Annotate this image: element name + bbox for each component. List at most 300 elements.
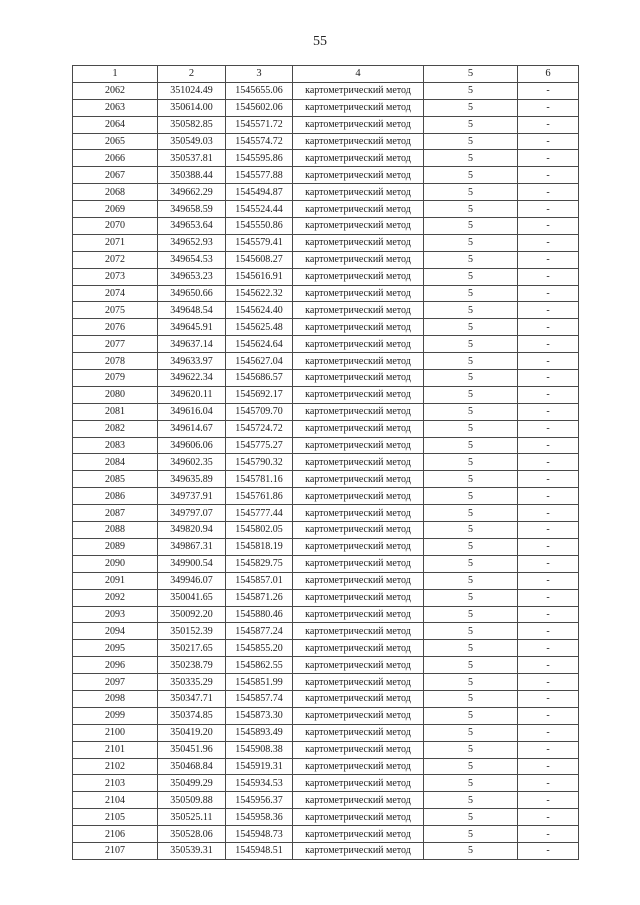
table-cell: 2107 xyxy=(73,842,158,859)
table-cell: 2065 xyxy=(73,133,158,150)
table-cell: 350152.39 xyxy=(158,623,226,640)
table-cell: картометрический метод xyxy=(293,251,424,268)
table-cell: 5 xyxy=(424,454,518,471)
table-body xyxy=(73,82,579,859)
table-cell: 5 xyxy=(424,657,518,674)
table-row xyxy=(73,201,579,218)
table-cell: 5 xyxy=(424,538,518,555)
table-cell: 350419.20 xyxy=(158,724,226,741)
table-cell: картометрический метод xyxy=(293,555,424,572)
table-cell: 349645.91 xyxy=(158,319,226,336)
table-row xyxy=(73,657,579,674)
table-cell: 349820.94 xyxy=(158,522,226,539)
table-cell: 1545857.01 xyxy=(226,572,293,589)
table-cell: 2086 xyxy=(73,488,158,505)
table-cell: 5 xyxy=(424,758,518,775)
table-cell: картометрический метод xyxy=(293,724,424,741)
table-cell: 1545880.46 xyxy=(226,606,293,623)
table-cell: 1545948.51 xyxy=(226,842,293,859)
table-cell: 5 xyxy=(424,674,518,691)
table-cell: 1545608.27 xyxy=(226,251,293,268)
table-cell: 5 xyxy=(424,555,518,572)
table-cell: 349653.23 xyxy=(158,268,226,285)
table-cell: 350347.71 xyxy=(158,690,226,707)
table-cell: - xyxy=(518,234,579,251)
table-cell: 1545616.91 xyxy=(226,268,293,285)
table-cell: 2068 xyxy=(73,184,158,201)
table-row xyxy=(73,842,579,859)
table-cell: - xyxy=(518,842,579,859)
table-cell: 2095 xyxy=(73,640,158,657)
table-cell: 1545818.19 xyxy=(226,538,293,555)
table-cell: 350238.79 xyxy=(158,657,226,674)
table-cell: 349797.07 xyxy=(158,505,226,522)
table-row xyxy=(73,707,579,724)
table-cell: - xyxy=(518,572,579,589)
table-cell: картометрический метод xyxy=(293,606,424,623)
table-cell: 1545577.88 xyxy=(226,167,293,184)
table-cell: картометрический метод xyxy=(293,623,424,640)
table-row xyxy=(73,606,579,623)
table-cell: 2081 xyxy=(73,403,158,420)
table-cell: 350549.03 xyxy=(158,133,226,150)
column-header: 6 xyxy=(518,66,579,83)
table-cell: 350217.65 xyxy=(158,640,226,657)
table-cell: 349637.14 xyxy=(158,336,226,353)
table-cell: 5 xyxy=(424,99,518,116)
table-cell: - xyxy=(518,505,579,522)
table-cell: 1545524.44 xyxy=(226,201,293,218)
table-row xyxy=(73,522,579,539)
column-header: 4 xyxy=(293,66,424,83)
table-cell: 1545829.75 xyxy=(226,555,293,572)
table-cell: - xyxy=(518,133,579,150)
table-cell: 5 xyxy=(424,201,518,218)
table-cell: 1545579.41 xyxy=(226,234,293,251)
table-cell: 5 xyxy=(424,302,518,319)
table-row xyxy=(73,809,579,826)
table-cell: 5 xyxy=(424,268,518,285)
table-cell: 1545790.32 xyxy=(226,454,293,471)
table-cell: 2088 xyxy=(73,522,158,539)
table-row xyxy=(73,572,579,589)
table-cell: 2069 xyxy=(73,201,158,218)
table-cell: 1545958.36 xyxy=(226,809,293,826)
table-cell: 2066 xyxy=(73,150,158,167)
table-cell: 350499.29 xyxy=(158,775,226,792)
table-cell: 2067 xyxy=(73,167,158,184)
table-cell: 5 xyxy=(424,589,518,606)
table-cell: - xyxy=(518,370,579,387)
table-row xyxy=(73,285,579,302)
table-cell: картометрический метод xyxy=(293,522,424,539)
table-cell: - xyxy=(518,386,579,403)
table-cell: картометрический метод xyxy=(293,758,424,775)
table-cell: 349620.11 xyxy=(158,386,226,403)
table-cell: 2083 xyxy=(73,437,158,454)
table-row xyxy=(73,218,579,235)
table-cell: 2103 xyxy=(73,775,158,792)
table-row xyxy=(73,589,579,606)
table-row xyxy=(73,167,579,184)
table-cell: - xyxy=(518,99,579,116)
table-cell: 2080 xyxy=(73,386,158,403)
table-cell: 349946.07 xyxy=(158,572,226,589)
table-cell: 1545934.53 xyxy=(226,775,293,792)
table-cell: 5 xyxy=(424,809,518,826)
table-cell: 5 xyxy=(424,640,518,657)
table-cell: - xyxy=(518,302,579,319)
table-cell: - xyxy=(518,251,579,268)
table-row xyxy=(73,99,579,116)
table-cell: 350525.11 xyxy=(158,809,226,826)
table-cell: 1545877.24 xyxy=(226,623,293,640)
table-cell: 1545627.04 xyxy=(226,353,293,370)
table-cell: 349614.67 xyxy=(158,420,226,437)
table-cell: 5 xyxy=(424,741,518,758)
table-cell: - xyxy=(518,538,579,555)
table-cell: картометрический метод xyxy=(293,488,424,505)
table-cell: 5 xyxy=(424,826,518,843)
table-cell: картометрический метод xyxy=(293,302,424,319)
table-cell: картометрический метод xyxy=(293,505,424,522)
table-row xyxy=(73,775,579,792)
table-cell: 5 xyxy=(424,842,518,859)
table-cell: картометрический метод xyxy=(293,589,424,606)
table-cell: 2098 xyxy=(73,690,158,707)
table-cell: 2071 xyxy=(73,234,158,251)
table-cell: 349633.97 xyxy=(158,353,226,370)
table-cell: - xyxy=(518,724,579,741)
table-cell: 5 xyxy=(424,133,518,150)
table-cell: 2102 xyxy=(73,758,158,775)
table-cell: 1545802.05 xyxy=(226,522,293,539)
table-cell: - xyxy=(518,420,579,437)
table-cell: 2087 xyxy=(73,505,158,522)
table-cell: 5 xyxy=(424,420,518,437)
table-cell: 1545871.26 xyxy=(226,589,293,606)
table-row xyxy=(73,623,579,640)
table-cell: 1545494.87 xyxy=(226,184,293,201)
table-cell: - xyxy=(518,150,579,167)
table-cell: 2091 xyxy=(73,572,158,589)
table-cell: - xyxy=(518,437,579,454)
table-cell: 1545855.20 xyxy=(226,640,293,657)
table-row xyxy=(73,758,579,775)
table-row xyxy=(73,555,579,572)
table-cell: картометрический метод xyxy=(293,775,424,792)
table-row xyxy=(73,471,579,488)
table-cell: 349737.91 xyxy=(158,488,226,505)
table-cell: 1545777.44 xyxy=(226,505,293,522)
table-cell: 2063 xyxy=(73,99,158,116)
table-cell: - xyxy=(518,690,579,707)
table-cell: картометрический метод xyxy=(293,285,424,302)
table-cell: - xyxy=(518,707,579,724)
table-cell: картометрический метод xyxy=(293,707,424,724)
table-row xyxy=(73,353,579,370)
table-cell: 1545851.99 xyxy=(226,674,293,691)
table-cell: 2090 xyxy=(73,555,158,572)
table-cell: 349867.31 xyxy=(158,538,226,555)
table-cell: 350614.00 xyxy=(158,99,226,116)
table-row xyxy=(73,420,579,437)
table-cell: 2089 xyxy=(73,538,158,555)
table-row xyxy=(73,302,579,319)
table-row xyxy=(73,150,579,167)
table-cell: 349653.64 xyxy=(158,218,226,235)
table-cell: 350582.85 xyxy=(158,116,226,133)
table-cell: 5 xyxy=(424,353,518,370)
table-cell: картометрический метод xyxy=(293,353,424,370)
table-cell: 1545862.55 xyxy=(226,657,293,674)
table-cell: - xyxy=(518,82,579,99)
table-cell: 5 xyxy=(424,370,518,387)
table-cell: 1545948.73 xyxy=(226,826,293,843)
table-cell: 349602.35 xyxy=(158,454,226,471)
table-row xyxy=(73,741,579,758)
table-cell: 1545571.72 xyxy=(226,116,293,133)
table-cell: картометрический метод xyxy=(293,336,424,353)
table-cell: - xyxy=(518,555,579,572)
table-cell: 2094 xyxy=(73,623,158,640)
table-cell: картометрический метод xyxy=(293,201,424,218)
table-cell: - xyxy=(518,775,579,792)
table-cell: 5 xyxy=(424,606,518,623)
table-cell: - xyxy=(518,454,579,471)
table-cell: 350451.96 xyxy=(158,741,226,758)
table-cell: 350537.81 xyxy=(158,150,226,167)
table-cell: картометрический метод xyxy=(293,133,424,150)
table-cell: 1545919.31 xyxy=(226,758,293,775)
table-cell: 350468.84 xyxy=(158,758,226,775)
table-cell: - xyxy=(518,589,579,606)
table-cell: картометрический метод xyxy=(293,842,424,859)
table-cell: 2070 xyxy=(73,218,158,235)
table-cell: картометрический метод xyxy=(293,184,424,201)
table-cell: 2074 xyxy=(73,285,158,302)
table-cell: картометрический метод xyxy=(293,167,424,184)
table-cell: картометрический метод xyxy=(293,386,424,403)
table-cell: - xyxy=(518,640,579,657)
table-cell: картометрический метод xyxy=(293,319,424,336)
table-cell: 5 xyxy=(424,150,518,167)
table-row xyxy=(73,133,579,150)
table-row xyxy=(73,640,579,657)
table-cell: 2082 xyxy=(73,420,158,437)
table-cell: 350528.06 xyxy=(158,826,226,843)
table-cell: 349650.66 xyxy=(158,285,226,302)
table-cell: 349900.54 xyxy=(158,555,226,572)
table-cell: 1545622.32 xyxy=(226,285,293,302)
table-cell: 1545624.40 xyxy=(226,302,293,319)
table-cell: 349616.04 xyxy=(158,403,226,420)
table-cell: 349652.93 xyxy=(158,234,226,251)
table-row xyxy=(73,674,579,691)
table-row xyxy=(73,370,579,387)
table-cell: 1545893.49 xyxy=(226,724,293,741)
table-cell: картометрический метод xyxy=(293,792,424,809)
table-cell: 1545908.38 xyxy=(226,741,293,758)
table-cell: - xyxy=(518,809,579,826)
table-cell: 351024.49 xyxy=(158,82,226,99)
table-row xyxy=(73,234,579,251)
table-row xyxy=(73,184,579,201)
table-cell: 5 xyxy=(424,336,518,353)
table-cell: - xyxy=(518,488,579,505)
table-cell: 2078 xyxy=(73,353,158,370)
table-cell: - xyxy=(518,623,579,640)
table-cell: 349606.06 xyxy=(158,437,226,454)
coordinates-table xyxy=(72,65,579,860)
table-cell: 5 xyxy=(424,403,518,420)
table-cell: - xyxy=(518,268,579,285)
table-row xyxy=(73,454,579,471)
table-cell: 2100 xyxy=(73,724,158,741)
table-row xyxy=(73,437,579,454)
table-row xyxy=(73,792,579,809)
table-cell: 349648.54 xyxy=(158,302,226,319)
table-cell: - xyxy=(518,403,579,420)
table-cell: 350335.29 xyxy=(158,674,226,691)
table-cell: картометрический метод xyxy=(293,116,424,133)
table-cell: картометрический метод xyxy=(293,471,424,488)
table-cell: 350092.20 xyxy=(158,606,226,623)
table-cell: 5 xyxy=(424,285,518,302)
table-cell: 5 xyxy=(424,437,518,454)
table-row xyxy=(73,386,579,403)
table-cell: - xyxy=(518,522,579,539)
table-cell: - xyxy=(518,285,579,302)
table-cell: - xyxy=(518,606,579,623)
table-cell: 1545857.74 xyxy=(226,690,293,707)
table-row xyxy=(73,826,579,843)
table-cell: - xyxy=(518,218,579,235)
table-cell: 350539.31 xyxy=(158,842,226,859)
table-cell: 2096 xyxy=(73,657,158,674)
table-cell: 349635.89 xyxy=(158,471,226,488)
table-cell: картометрический метод xyxy=(293,640,424,657)
table-cell: 1545781.16 xyxy=(226,471,293,488)
table-cell: - xyxy=(518,657,579,674)
table-cell: - xyxy=(518,184,579,201)
table-row xyxy=(73,319,579,336)
table-row xyxy=(73,724,579,741)
table-cell: картометрический метод xyxy=(293,572,424,589)
table-row xyxy=(73,336,579,353)
table-cell: - xyxy=(518,792,579,809)
table-cell: картометрический метод xyxy=(293,99,424,116)
table-cell: картометрический метод xyxy=(293,674,424,691)
table-cell: картометрический метод xyxy=(293,809,424,826)
table-cell: 1545761.86 xyxy=(226,488,293,505)
table-cell: 1545873.30 xyxy=(226,707,293,724)
table-cell: 2062 xyxy=(73,82,158,99)
table-cell: 349662.29 xyxy=(158,184,226,201)
table-cell: картометрический метод xyxy=(293,218,424,235)
table-cell: 350374.85 xyxy=(158,707,226,724)
table-cell: 1545602.06 xyxy=(226,99,293,116)
table-cell: - xyxy=(518,758,579,775)
table-cell: 2073 xyxy=(73,268,158,285)
table-row xyxy=(73,116,579,133)
table-row xyxy=(73,505,579,522)
table-cell: 2092 xyxy=(73,589,158,606)
table-cell: - xyxy=(518,319,579,336)
table-cell: 5 xyxy=(424,505,518,522)
table-cell: 2099 xyxy=(73,707,158,724)
table-cell: 2079 xyxy=(73,370,158,387)
table-cell: 5 xyxy=(424,522,518,539)
table-cell: 2064 xyxy=(73,116,158,133)
table-cell: 5 xyxy=(424,167,518,184)
table-cell: 5 xyxy=(424,707,518,724)
table-cell: картометрический метод xyxy=(293,370,424,387)
table-cell: 5 xyxy=(424,690,518,707)
table-cell: 5 xyxy=(424,116,518,133)
table-cell: - xyxy=(518,471,579,488)
table-row xyxy=(73,403,579,420)
table-cell: 5 xyxy=(424,572,518,589)
table-cell: - xyxy=(518,674,579,691)
table-cell: 5 xyxy=(424,184,518,201)
table-cell: картометрический метод xyxy=(293,657,424,674)
table-row xyxy=(73,538,579,555)
table-cell: 2075 xyxy=(73,302,158,319)
table-row xyxy=(73,82,579,99)
table-cell: 5 xyxy=(424,234,518,251)
table-cell: 5 xyxy=(424,792,518,809)
table-cell: 2084 xyxy=(73,454,158,471)
table-cell: - xyxy=(518,826,579,843)
table-cell: 2106 xyxy=(73,826,158,843)
table-cell: 1545956.37 xyxy=(226,792,293,809)
table-cell: картометрический метод xyxy=(293,150,424,167)
table-cell: 1545655.06 xyxy=(226,82,293,99)
table-cell: картометрический метод xyxy=(293,234,424,251)
table-cell: 2072 xyxy=(73,251,158,268)
table-cell: 5 xyxy=(424,319,518,336)
table-cell: - xyxy=(518,741,579,758)
table-cell: 5 xyxy=(424,82,518,99)
table-cell: 2077 xyxy=(73,336,158,353)
table-cell: 1545686.57 xyxy=(226,370,293,387)
table-cell: 5 xyxy=(424,775,518,792)
table-cell: 2085 xyxy=(73,471,158,488)
table-cell: 1545692.17 xyxy=(226,386,293,403)
table-cell: 2105 xyxy=(73,809,158,826)
table-cell: 350388.44 xyxy=(158,167,226,184)
table-cell: 1545724.72 xyxy=(226,420,293,437)
table-cell: 1545595.86 xyxy=(226,150,293,167)
column-header: 1 xyxy=(73,66,158,83)
table-cell: 350041.65 xyxy=(158,589,226,606)
table-cell: 2093 xyxy=(73,606,158,623)
table-cell: - xyxy=(518,353,579,370)
table-row xyxy=(73,488,579,505)
table-cell: - xyxy=(518,167,579,184)
table-cell: 349654.53 xyxy=(158,251,226,268)
table-cell: 1545775.27 xyxy=(226,437,293,454)
table-cell: 5 xyxy=(424,471,518,488)
table-cell: картометрический метод xyxy=(293,82,424,99)
table-cell: 1545574.72 xyxy=(226,133,293,150)
table-row xyxy=(73,690,579,707)
table-cell: 2104 xyxy=(73,792,158,809)
table-cell: 1545709.70 xyxy=(226,403,293,420)
column-header: 2 xyxy=(158,66,226,83)
table-cell: 2097 xyxy=(73,674,158,691)
